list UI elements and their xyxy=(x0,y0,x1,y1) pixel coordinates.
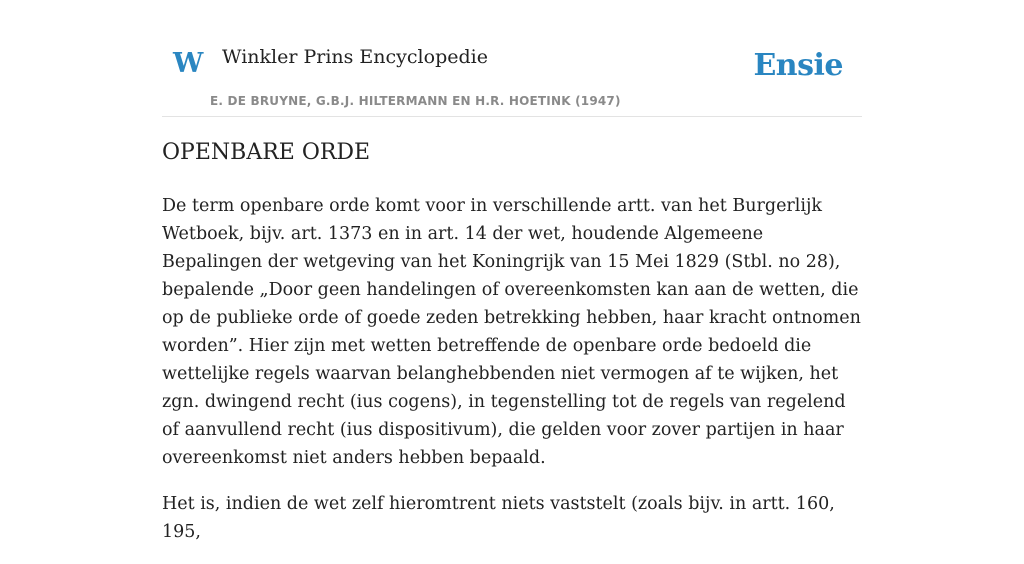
content-column xyxy=(162,0,862,542)
brand-logo[interactable]: Ensie xyxy=(753,48,843,83)
article-paragraph: Het is, indien de wet zelf hieromtrent niets vaststelt (zoals bijv. in artt. 160, 195, xyxy=(162,494,835,542)
source-title[interactable]: Winkler Prins Encyclopedie xyxy=(222,46,488,68)
article-paragraph: De term openbare orde komt voor in verschillende artt. van het Burgerlijk Wetboek, bijv. art. 1373 en in art. 14 der wet, houdende Algemeene Bepalingen der wetgeving van het Koningrijk van 15 Mei 1829 (Stbl. no 28), bepalende „Door geen handelingen of overeenkomsten kan aan de wetten, die op de publieke orde of goede zeden betrekking hebben, haar kracht ontnomen worden”. Hier zijn met wetten betreffende de openbare orde bedoeld die wettelijke regels waarvan belanghebbenden niet vermogen af te wijken, het zgn. dwingend recht (ius cogens), in tegenstelling tot de regels van regelend of aanvullend recht (ius dispositivum), die gelden voor zover partijen in haar overeenkomst niet anders hebben bepaald. xyxy=(162,196,861,468)
source-header xyxy=(162,0,862,117)
source-logo[interactable]: W xyxy=(173,48,204,79)
source-authors: E. DE BRUYNE, G.B.J. HILTERMANN EN H.R. HOETINK (1947) xyxy=(210,94,621,108)
article-body xyxy=(162,192,862,564)
page-title: OPENBARE ORDE xyxy=(162,140,371,165)
